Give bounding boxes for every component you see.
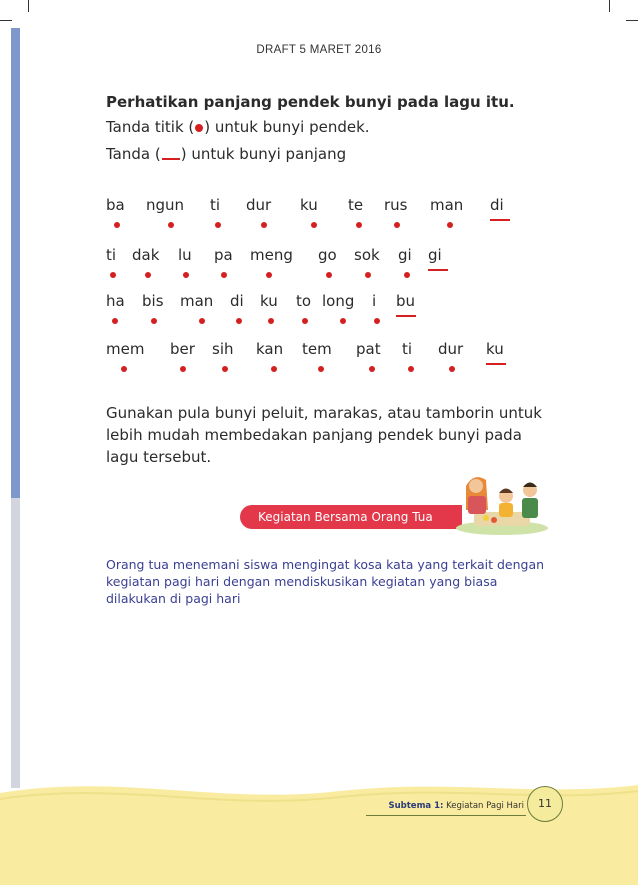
syllable: ku xyxy=(260,292,278,310)
instruction-paragraph: Gunakan pula bunyi peluit, marakas, atau tamborin untuk lebih mudah membedakan panjang pendek bunyi pada lagu tersebut. xyxy=(106,404,542,466)
long-beat-line xyxy=(428,269,448,271)
draft-label: DRAFT 5 MARET 2016 xyxy=(256,44,382,56)
syllable: di xyxy=(490,196,504,214)
syllable-row xyxy=(0,292,638,332)
short-beat-dot xyxy=(236,318,242,324)
syllable: meng xyxy=(250,246,293,264)
syllable: ti xyxy=(106,246,117,264)
instruction-heading: Perhatikan panjang pendek bunyi pada lagu itu. xyxy=(106,93,515,111)
short-beat-dot xyxy=(121,366,127,372)
syllable: dur xyxy=(438,340,464,358)
syllable: ti xyxy=(402,340,413,358)
page-number: 11 xyxy=(527,786,563,822)
syllable: dak xyxy=(132,246,160,264)
syllable: ku xyxy=(300,196,318,214)
short-beat-dot xyxy=(318,366,324,372)
syllable: ti xyxy=(210,196,221,214)
short-beat-dot xyxy=(326,272,332,278)
syllable: kan xyxy=(256,340,284,358)
syllable: man xyxy=(430,196,464,214)
syllable: dur xyxy=(246,196,272,214)
short-beat-dot xyxy=(302,318,308,324)
syllable: ngun xyxy=(146,196,185,214)
activity-banner: Kegiatan Bersama Orang Tua xyxy=(240,505,462,529)
syllable: sok xyxy=(354,246,380,264)
short-beat-dot xyxy=(110,272,116,278)
short-beat-dot xyxy=(266,272,272,278)
syllable-row xyxy=(0,196,638,236)
long-beat-line xyxy=(486,363,506,365)
short-beat-dot xyxy=(271,366,277,372)
crop-mark xyxy=(609,0,610,12)
short-beat-dot xyxy=(394,222,400,228)
family-illustration-icon xyxy=(452,468,550,536)
short-beat-dot xyxy=(404,272,410,278)
short-beat-dot xyxy=(268,318,274,324)
short-beat-dot xyxy=(449,366,455,372)
syllable: ku xyxy=(486,340,504,358)
crop-mark xyxy=(0,20,12,21)
syllable: long xyxy=(322,292,355,310)
short-beat-dot xyxy=(112,318,118,324)
footer-divider xyxy=(366,815,526,816)
syllable: bu xyxy=(396,292,416,310)
short-beat-dot xyxy=(311,222,317,228)
short-beat-dot xyxy=(340,318,346,324)
short-beat-dot xyxy=(183,272,189,278)
syllable: man xyxy=(180,292,214,310)
syllable: di xyxy=(230,292,244,310)
short-beat-dot xyxy=(365,272,371,278)
syllable: gi xyxy=(398,246,412,264)
subtema-footer: Subtema 1: Kegiatan Pagi Hari xyxy=(388,801,524,811)
short-beat-dot xyxy=(215,222,221,228)
short-beat-dot xyxy=(369,366,375,372)
syllable: te xyxy=(348,196,364,214)
short-beat-dot xyxy=(114,222,120,228)
short-beat-dot xyxy=(356,222,362,228)
short-dot-icon xyxy=(195,124,203,132)
syllable: to xyxy=(296,292,312,310)
short-beat-dot xyxy=(199,318,205,324)
parent-activity-note: Orang tua menemani siswa mengingat kosa kata yang terkait dengan kegiatan pagi hari dengan mendiskusikan kegiatan yang biasa dilakukan di pagi hari xyxy=(106,557,545,606)
short-beat-dot xyxy=(180,366,186,372)
short-beat-dot xyxy=(221,272,227,278)
syllable-row xyxy=(0,340,638,380)
syllable: ba xyxy=(106,196,125,214)
short-beat-dot xyxy=(168,222,174,228)
instruction-long: Tanda ( ) untuk bunyi panjang xyxy=(106,145,347,163)
short-beat-dot xyxy=(447,222,453,228)
short-beat-dot xyxy=(261,222,267,228)
short-beat-dot xyxy=(222,366,228,372)
crop-mark xyxy=(626,20,638,21)
crop-mark xyxy=(28,0,29,12)
long-beat-line xyxy=(490,219,510,221)
syllable: i xyxy=(372,292,377,310)
syllable: rus xyxy=(384,196,408,214)
syllable: bis xyxy=(142,292,164,310)
syllable: tem xyxy=(302,340,332,358)
short-beat-dot xyxy=(151,318,157,324)
short-beat-dot xyxy=(408,366,414,372)
instruction-short: Tanda titik ( ) untuk bunyi pendek. xyxy=(106,118,370,136)
syllable: lu xyxy=(178,246,192,264)
long-beat-line xyxy=(396,315,416,317)
syllable: mem xyxy=(106,340,145,358)
syllable: gi xyxy=(428,246,442,264)
syllable: ber xyxy=(170,340,195,358)
syllable: go xyxy=(318,246,337,264)
sidebar-stripe-lower xyxy=(11,498,20,788)
syllable: pat xyxy=(356,340,381,358)
syllable: sih xyxy=(212,340,234,358)
short-beat-dot xyxy=(145,272,151,278)
syllable: pa xyxy=(214,246,233,264)
long-line-icon xyxy=(162,158,180,160)
syllable-row xyxy=(0,246,638,286)
syllable: ha xyxy=(106,292,125,310)
short-beat-dot xyxy=(374,318,380,324)
